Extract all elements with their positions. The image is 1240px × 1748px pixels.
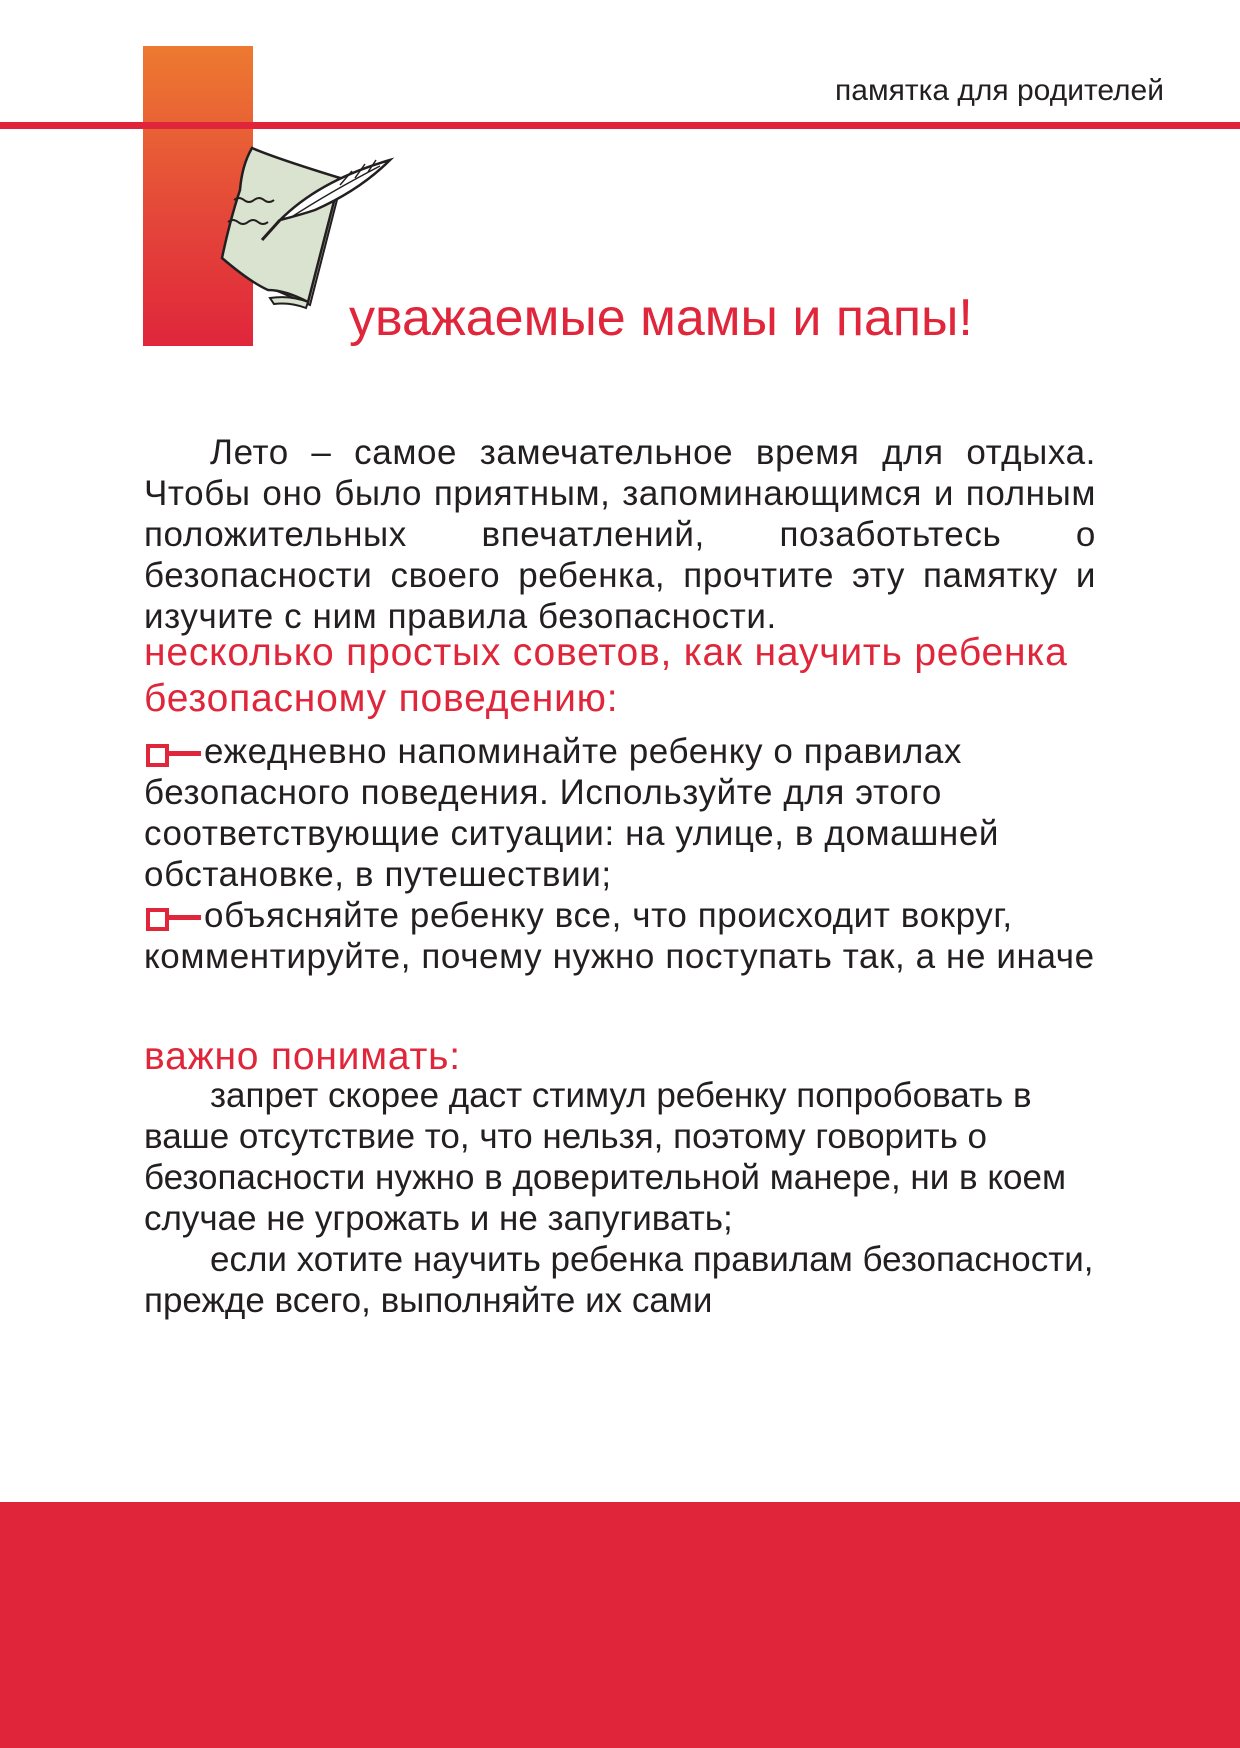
page-title: уважаемые мамы и папы! <box>349 289 973 347</box>
tips-list <box>144 731 1096 977</box>
important-heading: важно понимать: <box>144 1035 461 1078</box>
header-label: памятка для родителей <box>835 74 1164 107</box>
list-item <box>144 895 1096 977</box>
important-paragraph: если хотите научить ребенка правилам безопасности, прежде всего, выполняйте их сами <box>144 1240 1094 1320</box>
tip-text: объясняйте ребенку все, что происходит вокруг, комментируйте, почему нужно поступать так, а не иначе <box>144 896 1095 976</box>
tips-heading: несколько простых советов, как научить ребенка безопасному поведению: <box>144 631 1068 720</box>
footer-band <box>0 1502 1240 1748</box>
important-paragraph: запрет скорее даст стимул ребенку попробовать в ваше отсутствие то, что нельзя, поэтому говорить о безопасности нужно в доверительной манере, ни в коем случае не угрожать и не запугивать; <box>144 1076 1067 1238</box>
tip-text: ежедневно напоминайте ребенку о правилах безопасного поведения. Используйте для этого соответствующие ситуации: на улице, в домашней обстановке, в путешествии; <box>144 732 1000 894</box>
intro-paragraph: Лето – самое замечательное время для отдыха. Чтобы оно было приятным, запоминающимся и полным положительных впечатлений, позаботьтесь о безопасности своего ребенка, прочтите эту памятку и изучите с ним правила безопасности. <box>144 433 1096 636</box>
important-section <box>144 1075 1096 1321</box>
header-rule <box>0 122 1240 129</box>
bullet-marker-icon <box>144 907 202 929</box>
bullet-marker-icon <box>144 743 202 765</box>
list-item <box>144 731 1096 895</box>
